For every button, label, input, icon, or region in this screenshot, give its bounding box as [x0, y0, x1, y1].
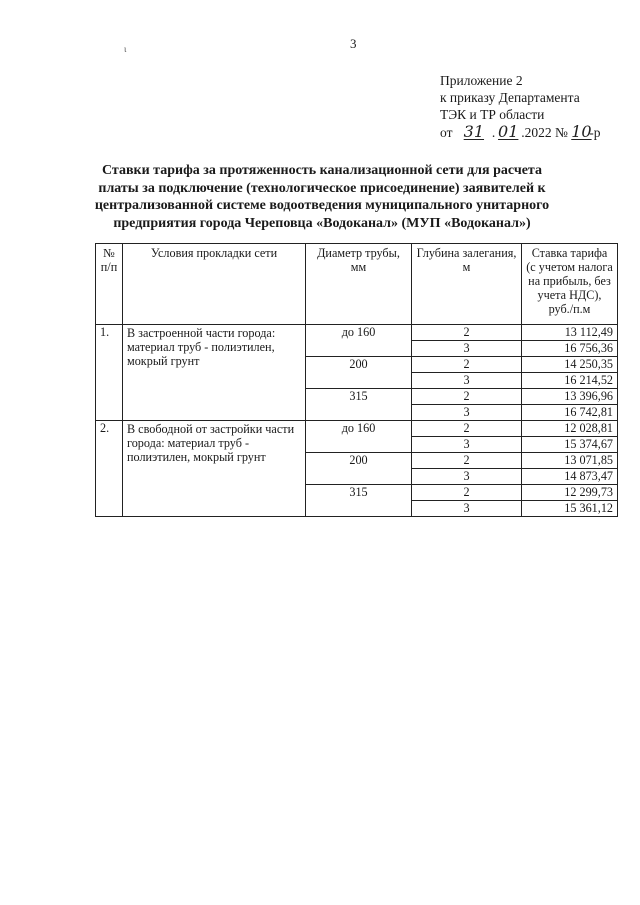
rate-cell: 13 112,49	[522, 325, 618, 341]
appendix-line-3: ТЭК и ТР области	[440, 107, 545, 122]
handwritten-order-number: 10	[571, 122, 592, 141]
rate-cell: 14 873,47	[522, 469, 618, 485]
rate-cell: 16 214,52	[522, 373, 618, 389]
rate-cell: 15 374,67	[522, 437, 618, 453]
header-num: № п/п	[96, 244, 123, 325]
handwritten-day: 31	[463, 122, 485, 141]
depth-cell: 2	[412, 453, 522, 469]
page-number: 3	[350, 36, 357, 51]
rate-cell: 13 396,96	[522, 389, 618, 405]
depth-cell: 3	[412, 405, 522, 421]
appendix-date-line: от 31 . 01 .2022 № 10-р	[440, 122, 601, 141]
handwritten-month: 01	[498, 122, 519, 141]
depth-cell: 2	[412, 485, 522, 501]
rate-cell: 12 028,81	[522, 421, 618, 437]
rate-cell: 16 742,81	[522, 405, 618, 421]
pipe-diameter: до 160	[306, 421, 412, 453]
rate-cell: 15 361,12	[522, 501, 618, 517]
pipe-diameter: 315	[306, 485, 412, 517]
row-number: 1.	[96, 325, 123, 421]
date-year: .2022 №	[521, 125, 568, 140]
header-rate: Ставка тарифа (с учетом налога на прибыль, без учета НДС), руб./п.м	[522, 244, 618, 325]
pipe-diameter: 200	[306, 357, 412, 389]
depth-cell: 2	[412, 357, 522, 373]
date-prefix: от	[440, 125, 453, 140]
pipe-diameter: 315	[306, 389, 412, 421]
depth-cell: 2	[412, 389, 522, 405]
header-diameter: Диаметр трубы, мм	[306, 244, 412, 325]
depth-cell: 2	[412, 325, 522, 341]
depth-cell: 3	[412, 341, 522, 357]
pipe-diameter: до 160	[306, 325, 412, 357]
table-row	[96, 325, 618, 341]
header-conditions: Условия прокладки сети	[123, 244, 306, 325]
depth-cell: 3	[412, 373, 522, 389]
depth-cell: 3	[412, 501, 522, 517]
header-depth: Глубина залегания, м	[412, 244, 522, 325]
stray-mark: ɩ	[124, 44, 127, 54]
rate-cell: 13 071,85	[522, 453, 618, 469]
appendix-line-1: Приложение 2	[440, 73, 523, 88]
depth-cell: 3	[412, 437, 522, 453]
appendix-header	[440, 72, 601, 141]
table-row	[96, 421, 618, 437]
order-suffix: -р	[589, 125, 601, 140]
depth-cell: 2	[412, 421, 522, 437]
appendix-line-2: к приказу Департамента	[440, 90, 580, 105]
row-number: 2.	[96, 421, 123, 517]
depth-cell: 3	[412, 469, 522, 485]
laying-conditions: В застроенной части города: материал труб - полиэтилен, мокрый грунт	[123, 325, 306, 421]
laying-conditions: В свободной от застройки части города: материал труб - полиэтилен, мокрый грунт	[123, 421, 306, 517]
rate-cell: 14 250,35	[522, 357, 618, 373]
pipe-diameter: 200	[306, 453, 412, 485]
tariff-table	[95, 243, 618, 517]
rate-cell: 16 756,36	[522, 341, 618, 357]
document-title: Ставки тарифа за протяженность канализационной сети для расчета платы за подключение (технологическое присоединение) заявителей к централизованной системе водоотведения муниципального унитарного предприятия города Череповца «Водоканал» (МУП «Водоканал»)	[94, 163, 550, 231]
rate-cell: 12 299,73	[522, 485, 618, 501]
